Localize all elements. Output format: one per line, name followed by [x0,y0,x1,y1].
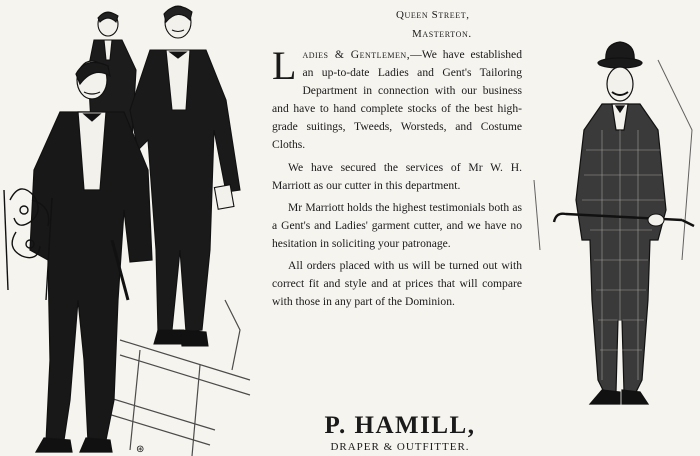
gentlemen-evening-dress-illustration [0,0,258,456]
firm-name: P. HAMILL, [324,412,476,439]
cutter-paragraph: We have secured the services of Mr W. H. Marriott as our cutter in this department. [272,160,522,192]
gentleman-bowler-cane-illustration [532,0,700,456]
address-block [396,6,526,44]
street-address: Queen Street, [396,9,470,21]
trade-description: DRAPER & OUTFITTER. [330,441,470,453]
town-name: Masterton. [412,28,472,40]
intro-paragraph [272,43,522,155]
svg-text:⊛: ⊛ [136,444,145,455]
drop-cap: L [272,43,297,88]
testimonials-paragraph: Mr Marriott holds the highest testimonials both as a Gent's and Ladies' garment cutter, and we have no hesitation in soliciting your patronage. [272,200,522,250]
intro-text: —We have established an up-to-date Ladies and Gent's Tailoring Department in connection with our business and have to hand complete stocks of the best high-grade suitings, Tweeds, Worsteds, and Costume Cloths. [272,48,522,152]
salutation: adies & Gentlemen, [302,48,411,61]
orders-paragraph: All orders placed with us will be turned out with correct fit and style and at prices that will compare with those in any part of the Dominion. [272,259,522,309]
advert-body [272,43,522,315]
